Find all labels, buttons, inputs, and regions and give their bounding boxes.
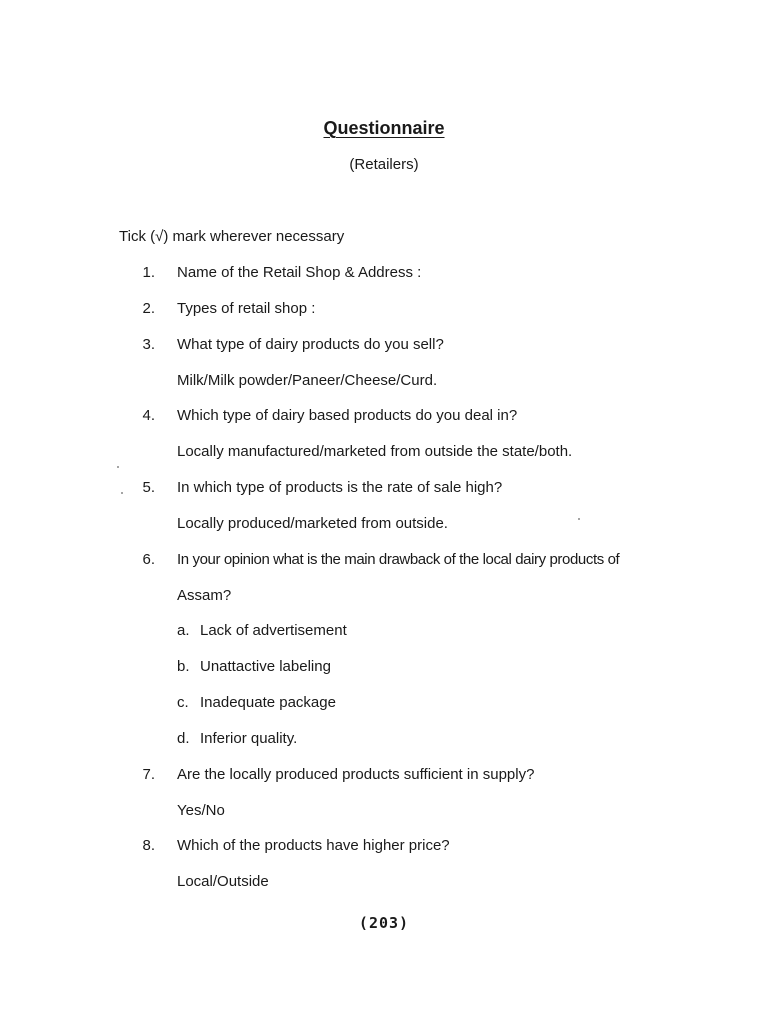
answer-choices: Local/Outside bbox=[177, 873, 269, 890]
option-b bbox=[177, 658, 331, 675]
question-text: In your opinion what is the main drawback of the local dairy products of bbox=[177, 551, 620, 568]
question-text: Are the locally produced products sufficient in supply? bbox=[177, 766, 535, 783]
page-number: (203) bbox=[358, 914, 410, 932]
answer-choices: Milk/Milk powder/Paneer/Cheese/Curd. bbox=[177, 372, 438, 389]
option-text: Lack of advertisement bbox=[200, 622, 347, 639]
question-number: 5. bbox=[142, 479, 155, 496]
question-text: Which of the products have higher price? bbox=[177, 837, 450, 854]
question-number: 1. bbox=[142, 264, 155, 281]
option-text: Inferior quality. bbox=[200, 730, 298, 747]
scan-speck bbox=[578, 518, 580, 520]
option-text: Inadequate package bbox=[200, 694, 336, 711]
question-text: In which type of products is the rate of sale high? bbox=[177, 479, 503, 496]
option-letter: c. bbox=[177, 694, 189, 711]
option-letter: a. bbox=[177, 622, 190, 639]
document-subtitle: (Retailers) bbox=[349, 156, 419, 173]
scan-speck bbox=[117, 466, 119, 468]
question-number: 2. bbox=[142, 300, 155, 317]
option-text: Unattactive labeling bbox=[200, 658, 331, 675]
option-c bbox=[177, 694, 336, 711]
answer-choices: Yes/No bbox=[177, 802, 225, 819]
question-text: What type of dairy products do you sell? bbox=[177, 336, 444, 353]
question-number: 6. bbox=[142, 551, 155, 568]
scan-speck bbox=[121, 492, 123, 494]
question-text: Which type of dairy based products do you deal in? bbox=[177, 407, 518, 424]
document-title: Questionnaire bbox=[323, 118, 445, 138]
question-number: 8. bbox=[142, 837, 155, 854]
option-letter: b. bbox=[177, 658, 190, 675]
question-text-continued: Assam? bbox=[177, 587, 232, 604]
question-number: 4. bbox=[142, 407, 155, 424]
answer-choices: Locally produced/marketed from outside. bbox=[177, 515, 448, 532]
option-d bbox=[177, 730, 297, 747]
question-text: Name of the Retail Shop & Address : bbox=[177, 264, 422, 281]
question-text: Types of retail shop : bbox=[177, 300, 316, 317]
option-a bbox=[177, 622, 347, 639]
question-number: 3. bbox=[142, 336, 155, 353]
option-letter: d. bbox=[177, 730, 190, 747]
question-number: 7. bbox=[142, 766, 155, 783]
instruction-text: Tick (√) mark wherever necessary bbox=[119, 228, 345, 245]
answer-choices: Locally manufactured/marketed from outside the state/both. bbox=[177, 443, 573, 460]
